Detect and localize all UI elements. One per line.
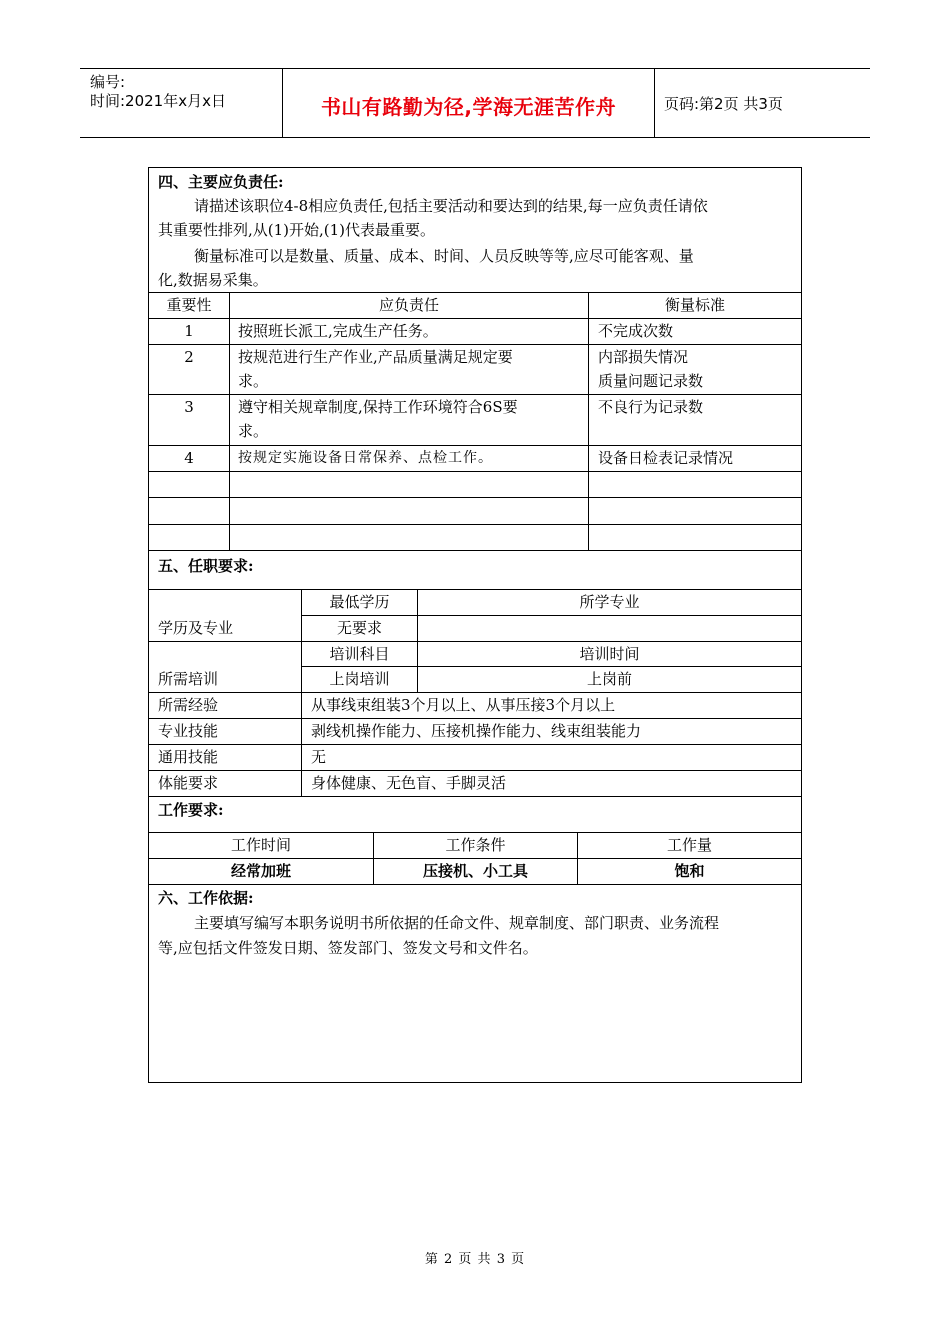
document-number: 编号:	[90, 73, 126, 91]
section6-line1: 主要填写编写本职务说明书所依据的任命文件、规章制度、部门职责、业务流程	[194, 914, 720, 932]
header-page-info: 页码:第2页 共3页	[664, 95, 783, 113]
min-education-value: 无要求	[336, 619, 382, 637]
training-label: 所需培训	[158, 670, 219, 688]
duty-text: 求。	[238, 372, 269, 390]
experience-value: 从事线束组装3个月以上、从事压接3个月以上	[311, 696, 616, 714]
min-education-header: 最低学历	[329, 593, 390, 611]
training-time-header: 培训时间	[579, 645, 640, 663]
duty-measure: 不良行为记录数	[598, 398, 704, 416]
duty-measure: 不完成次数	[598, 322, 674, 340]
table-rule	[149, 744, 801, 745]
work-condition-header: 工作条件	[445, 836, 506, 854]
training-course-value: 上岗培训	[329, 670, 390, 688]
education-label: 学历及专业	[158, 619, 234, 637]
major-header: 所学专业	[579, 593, 640, 611]
section6-title: 六、工作依据:	[158, 889, 254, 907]
workload-header: 工作量	[666, 836, 712, 854]
work-condition-value: 压接机、小工具	[422, 862, 528, 880]
experience-label: 所需经验	[158, 696, 219, 714]
table-rule	[149, 471, 801, 472]
document-date: 时间:2021年x月x日	[90, 92, 226, 110]
table-divider	[588, 292, 589, 550]
work-requirements-title: 工作要求:	[158, 801, 224, 819]
duty-measure: 质量问题记录数	[598, 372, 704, 390]
page-header	[80, 68, 870, 138]
training-time-value: 上岗前	[586, 670, 632, 688]
section4-para2-line2: 化,数据易采集。	[158, 271, 268, 289]
job-description-form	[148, 167, 802, 1083]
duty-text: 按照班长派工,完成生产任务。	[238, 322, 438, 340]
header-meta	[90, 73, 226, 111]
section5-title: 五、任职要求:	[158, 557, 254, 575]
section4-para1-line1: 请描述该职位4-8相应负责任,包括主要活动和要达到的结果,每一应负责任请依	[194, 197, 708, 215]
duty-rank: 3	[184, 398, 194, 416]
section4-title: 四、主要应负责任:	[158, 173, 284, 191]
duty-rank: 1	[184, 322, 194, 340]
section6-line2: 等,应包括文件签发日期、签发部门、签发文号和文件名。	[158, 939, 538, 957]
duty-header-measure: 衡量标准	[664, 296, 725, 314]
table-rule	[149, 796, 801, 797]
section4-para2-line1: 衡量标准可以是数量、质量、成本、时间、人员反映等等,应尽可能客观、量	[194, 247, 694, 265]
table-rule	[149, 884, 801, 885]
work-time-header: 工作时间	[230, 836, 291, 854]
duty-text: 按规范进行生产作业,产品质量满足规定要	[238, 348, 513, 366]
duty-text: 按规定实施设备日常保养、点检工作。	[238, 450, 493, 466]
duty-rank: 2	[184, 348, 194, 366]
section4-para1-line2: 其重要性排列,从(1)开始,(1)代表最重要。	[158, 221, 436, 239]
professional-skill-value: 剥线机操作能力、压接机操作能力、线束组装能力	[311, 722, 642, 740]
duty-header-duty: 应负责任	[378, 296, 439, 314]
general-skill-label: 通用技能	[158, 748, 219, 766]
duty-measure: 设备日检表记录情况	[598, 449, 734, 467]
duty-header-rank: 重要性	[166, 296, 212, 314]
duty-rank: 4	[184, 449, 194, 467]
table-rule	[149, 497, 801, 498]
table-rule	[149, 550, 801, 551]
workload-value: 饱和	[674, 862, 705, 880]
duty-text: 求。	[238, 422, 269, 440]
duty-text: 遵守相关规章制度,保持工作环境符合6S要	[238, 398, 518, 416]
physical-requirement-value: 身体健康、无色盲、手脚灵活	[311, 774, 507, 792]
work-time-value: 经常加班	[230, 862, 291, 880]
professional-skill-label: 专业技能	[158, 722, 219, 740]
header-motto: 书山有路勤为径,学海无涯苦作舟	[320, 95, 617, 119]
header-divider	[654, 69, 655, 137]
table-rule	[149, 524, 801, 525]
physical-requirement-label: 体能要求	[158, 774, 219, 792]
general-skill-value: 无	[311, 748, 327, 766]
table-divider	[229, 292, 230, 550]
duty-measure: 内部损失情况	[598, 348, 689, 366]
training-course-header: 培训科目	[329, 645, 390, 663]
page-footer: 第 2 页 共 3 页	[424, 1252, 526, 1267]
